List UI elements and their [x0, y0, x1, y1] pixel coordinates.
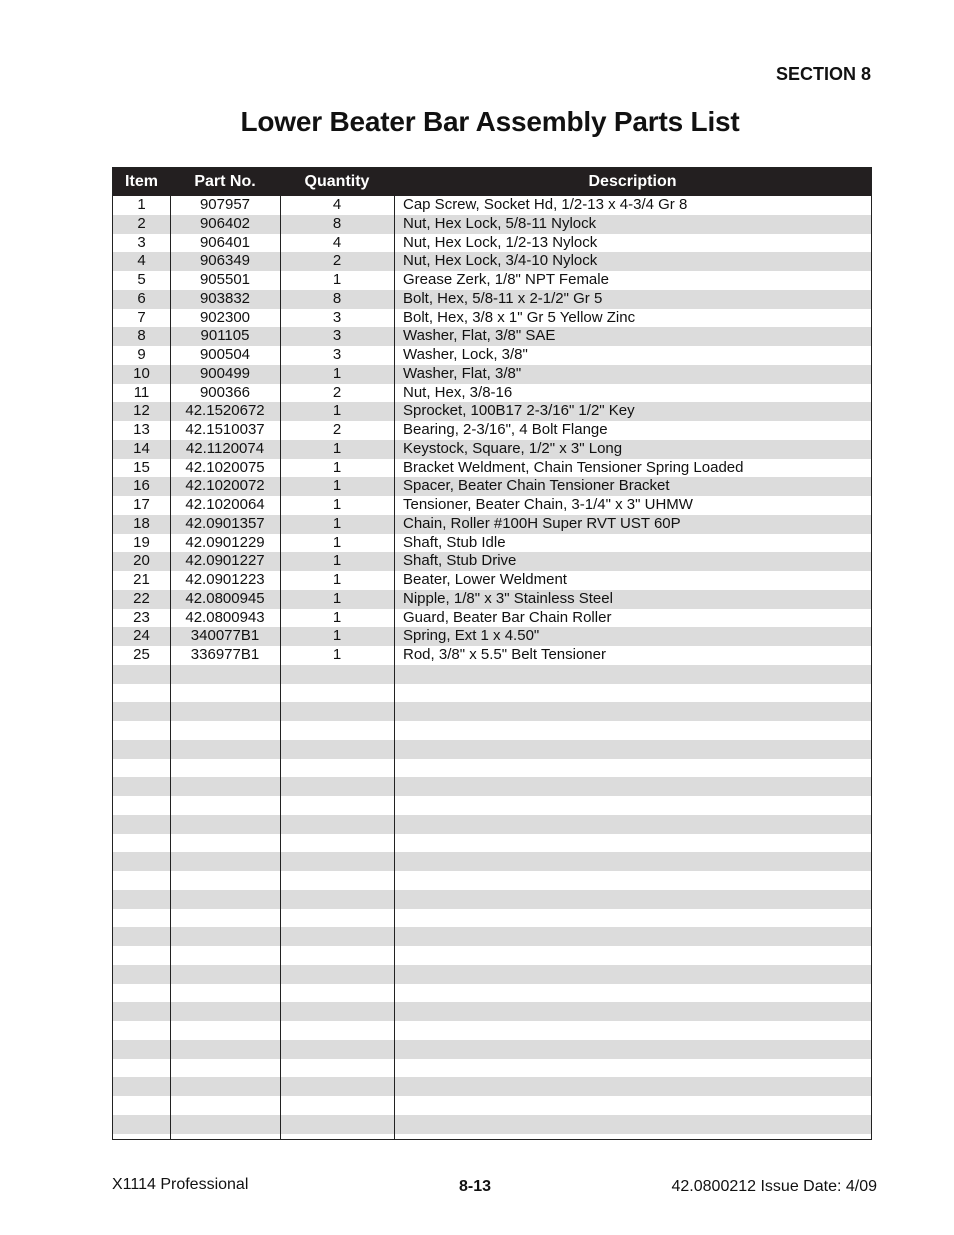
cell-quantity [280, 1059, 394, 1078]
cell-quantity [280, 702, 394, 721]
table-row [113, 252, 871, 271]
cell-description [394, 909, 871, 928]
cell-part-no: 906402 [199, 214, 251, 232]
cell-description: Nut, Hex Lock, 1/2-13 Nylock [403, 233, 598, 251]
cell-part-no [170, 965, 280, 984]
cell-description: Shaft, Stub Drive [403, 552, 517, 570]
cell-quantity [280, 852, 394, 871]
cell-part-no: 42.1120074 [185, 439, 265, 457]
cell-description [394, 1115, 871, 1134]
cell-description: Nut, Hex, 3/8-16 [403, 383, 513, 401]
table-row [113, 890, 871, 909]
cell-part-no: 42.0901223 [185, 571, 265, 588]
cell-item [113, 1059, 170, 1078]
cell-item [113, 815, 170, 834]
table-row [113, 440, 871, 459]
cell-quantity: 1 [332, 477, 342, 495]
table-row [113, 534, 871, 553]
cell-description: Beater, Lower Weldment [403, 571, 567, 588]
cell-part-no [170, 796, 280, 815]
cell-part-no [170, 909, 280, 928]
cell-quantity [280, 815, 394, 834]
cell-description: Bolt, Hex, 5/8-11 x 2-1/2" Gr 5 [403, 289, 603, 307]
table-row [113, 815, 871, 834]
cell-part-no [170, 984, 280, 1003]
table-row [113, 477, 871, 496]
cell-description: Washer, Lock, 3/8" [403, 346, 528, 363]
cell-quantity: 1 [332, 458, 342, 476]
cell-item: 3 [137, 233, 146, 251]
cell-item: 17 [133, 496, 150, 513]
cell-quantity: 1 [332, 646, 342, 663]
cell-part-no [170, 1002, 280, 1021]
cell-description [394, 740, 871, 759]
cell-quantity: 1 [332, 627, 342, 645]
cell-item: 15 [133, 458, 150, 476]
cell-description [394, 1002, 871, 1021]
column-header-part-no: Part No. [194, 173, 256, 190]
cell-quantity [280, 740, 394, 759]
cell-description: Shaft, Stub Idle [403, 533, 506, 551]
cell-part-no: 900504 [199, 346, 251, 363]
cell-description: Bracket Weldment, Chain Tensioner Spring Loaded [403, 458, 744, 476]
cell-part-no [170, 740, 280, 759]
cell-part-no [170, 1077, 280, 1096]
cell-quantity [280, 927, 394, 946]
cell-item [113, 890, 170, 909]
cell-description [394, 1077, 871, 1096]
cell-description [394, 665, 871, 684]
cell-quantity: 1 [332, 552, 342, 570]
cell-description: Cap Screw, Socket Hd, 1/2-13 x 4-3/4 Gr 8 [403, 196, 688, 213]
cell-description [394, 852, 871, 871]
cell-quantity: 1 [332, 571, 342, 588]
cell-description: Spring, Ext 1 x 4.50" [403, 627, 540, 645]
cell-item [113, 740, 170, 759]
cell-description: Keystock, Square, 1/2" x 3" Long [403, 439, 623, 457]
cell-item: 7 [137, 308, 146, 326]
cell-item [113, 871, 170, 890]
table-row [113, 777, 871, 796]
table-row [113, 402, 871, 421]
cell-description [394, 721, 871, 740]
cell-quantity [280, 777, 394, 796]
cell-description [394, 1021, 871, 1040]
cell-quantity: 1 [332, 514, 342, 532]
cell-description: Nut, Hex Lock, 5/8-11 Nylock [403, 214, 597, 232]
cell-item [113, 852, 170, 871]
cell-item: 6 [137, 289, 146, 307]
cell-item [113, 702, 170, 721]
cell-part-no: 901105 [200, 327, 250, 345]
cell-item [113, 721, 170, 740]
cell-part-no: 42.1020064 [185, 496, 265, 513]
cell-item [113, 759, 170, 778]
table-row [113, 984, 871, 1003]
cell-quantity [280, 1021, 394, 1040]
cell-item [113, 1040, 170, 1059]
cell-part-no [170, 777, 280, 796]
cell-quantity [280, 984, 394, 1003]
table-row [113, 515, 871, 534]
cell-description [394, 815, 871, 834]
cell-quantity: 1 [332, 608, 342, 626]
table-row [113, 365, 871, 384]
cell-part-no: 906349 [199, 252, 251, 270]
table-row [113, 665, 871, 684]
cell-item: 19 [133, 533, 150, 551]
cell-item: 18 [133, 514, 150, 532]
table-row [113, 721, 871, 740]
cell-quantity: 3 [332, 327, 342, 345]
cell-part-no: 42.0901227 [185, 552, 265, 570]
cell-item: 11 [133, 383, 150, 401]
cell-description: Bearing, 2-3/16", 4 Bolt Flange [403, 421, 608, 438]
cell-item: 20 [133, 552, 150, 570]
cell-part-no: 902300 [199, 308, 251, 326]
cell-description [394, 890, 871, 909]
table-row [113, 571, 871, 590]
table-row [113, 346, 871, 365]
cell-description: Chain, Roller #100H Super RVT UST 60P [403, 514, 681, 532]
table-row [113, 327, 871, 346]
cell-quantity: 3 [332, 346, 342, 363]
cell-quantity [280, 890, 394, 909]
cell-item: 4 [137, 252, 146, 270]
cell-item: 13 [133, 421, 150, 438]
table-header [113, 168, 871, 196]
table-row [113, 909, 871, 928]
cell-description [394, 684, 871, 703]
cell-description: Grease Zerk, 1/8" NPT Female [403, 271, 609, 288]
column-divider [280, 196, 281, 1139]
table-row [113, 759, 871, 778]
cell-description: Nipple, 1/8" x 3" Stainless Steel [403, 589, 613, 607]
column-divider [394, 196, 395, 1139]
page-title: Lower Beater Bar Assembly Parts List [240, 106, 740, 137]
table-row [113, 590, 871, 609]
cell-part-no [170, 871, 280, 890]
cell-quantity [280, 946, 394, 965]
cell-part-no: 42.1020072 [185, 477, 265, 495]
cell-item: 1 [137, 196, 146, 213]
cell-quantity: 3 [332, 308, 342, 326]
cell-item [113, 984, 170, 1003]
cell-quantity [280, 909, 394, 928]
cell-part-no: 42.1520672 [185, 402, 265, 420]
cell-quantity: 8 [332, 289, 342, 307]
table-row [113, 196, 871, 215]
cell-quantity [280, 796, 394, 815]
cell-part-no [170, 927, 280, 946]
cell-part-no [170, 684, 280, 703]
column-header-description: Description [588, 173, 677, 190]
cell-quantity: 4 [332, 196, 342, 213]
cell-part-no: 42.0901357 [185, 514, 265, 532]
cell-part-no: 42.1510037 [185, 421, 265, 438]
cell-quantity: 1 [332, 364, 342, 382]
column-header-item: Item [125, 173, 158, 190]
cell-part-no: 903832 [199, 289, 251, 307]
cell-part-no [170, 1021, 280, 1040]
cell-quantity [280, 759, 394, 778]
cell-item [113, 946, 170, 965]
parts-table [112, 167, 872, 1140]
cell-quantity [280, 1002, 394, 1021]
table-row [113, 740, 871, 759]
cell-item [113, 684, 170, 703]
cell-item: 8 [137, 327, 146, 345]
cell-item [113, 834, 170, 853]
cell-quantity: 1 [332, 271, 342, 288]
cell-quantity: 2 [332, 421, 342, 438]
cell-item: 5 [137, 271, 146, 288]
cell-part-no: 42.1020075 [185, 458, 265, 476]
cell-quantity [280, 1077, 394, 1096]
cell-quantity: 2 [332, 252, 342, 270]
cell-quantity [280, 965, 394, 984]
cell-description [394, 946, 871, 965]
cell-item: 9 [137, 346, 146, 363]
cell-item: 2 [137, 214, 146, 232]
cell-item [113, 909, 170, 928]
table-row [113, 627, 871, 646]
cell-quantity [280, 684, 394, 703]
table-row [113, 384, 871, 403]
table-row [113, 1096, 871, 1115]
cell-item [113, 927, 170, 946]
table-row [113, 309, 871, 328]
cell-item: 16 [133, 477, 150, 495]
cell-part-no [170, 815, 280, 834]
table-row [113, 1115, 871, 1134]
footer-page-number: 8-13 [459, 1178, 492, 1195]
cell-part-no [170, 702, 280, 721]
cell-part-no: 907957 [199, 196, 251, 213]
cell-description: Nut, Hex Lock, 3/4-10 Nylock [403, 252, 598, 270]
table-row [113, 684, 871, 703]
cell-item: 12 [133, 402, 150, 420]
cell-description [394, 759, 871, 778]
cell-quantity: 1 [332, 496, 342, 513]
table-row [113, 646, 871, 665]
table-row [113, 946, 871, 965]
cell-description: Guard, Beater Bar Chain Roller [403, 608, 612, 626]
table-row [113, 496, 871, 515]
table-row [113, 271, 871, 290]
cell-part-no: 42.0901229 [185, 533, 265, 551]
cell-part-no: 906401 [199, 233, 251, 251]
table-body [113, 196, 871, 1134]
cell-quantity [280, 665, 394, 684]
cell-description [394, 702, 871, 721]
cell-item [113, 796, 170, 815]
cell-quantity [280, 1040, 394, 1059]
table-row [113, 609, 871, 628]
cell-item: 22 [133, 589, 150, 607]
cell-item [113, 1077, 170, 1096]
cell-part-no: 900499 [199, 364, 251, 382]
table-row [113, 965, 871, 984]
column-header-quantity: Quantity [304, 173, 370, 190]
cell-part-no: 42.0800943 [185, 608, 265, 626]
cell-part-no [170, 852, 280, 871]
cell-quantity: 8 [332, 214, 342, 232]
table-row [113, 459, 871, 478]
cell-quantity [280, 1115, 394, 1134]
table-row [113, 1021, 871, 1040]
cell-item [113, 777, 170, 796]
cell-part-no [170, 1040, 280, 1059]
cell-part-no [170, 834, 280, 853]
cell-part-no: 336977B1 [190, 646, 260, 663]
table-row [113, 1059, 871, 1078]
cell-description [394, 1096, 871, 1115]
cell-quantity [280, 871, 394, 890]
cell-description [394, 796, 871, 815]
cell-item [113, 1021, 170, 1040]
cell-item [113, 1002, 170, 1021]
cell-description: Bolt, Hex, 3/8 x 1" Gr 5 Yellow Zinc [403, 308, 636, 326]
cell-description [394, 834, 871, 853]
table-row [113, 871, 871, 890]
cell-description: Spacer, Beater Chain Tensioner Bracket [403, 477, 670, 495]
cell-quantity [280, 721, 394, 740]
cell-part-no: 42.0800945 [185, 589, 265, 607]
cell-item: 24 [133, 627, 150, 645]
cell-quantity [280, 834, 394, 853]
table-row [113, 215, 871, 234]
cell-part-no [170, 1115, 280, 1134]
cell-item: 10 [133, 364, 150, 382]
cell-quantity [280, 1096, 394, 1115]
table-row [113, 1002, 871, 1021]
cell-item [113, 1096, 170, 1115]
cell-part-no [170, 721, 280, 740]
cell-description: Washer, Flat, 3/8" SAE [403, 327, 556, 345]
cell-description [394, 777, 871, 796]
footer-doc-number: 42.0800212 Issue Date: 4/09 [671, 1178, 877, 1195]
cell-quantity: 1 [332, 402, 342, 420]
cell-item [113, 965, 170, 984]
table-row [113, 552, 871, 571]
cell-description [394, 927, 871, 946]
section-label: SECTION 8 [775, 64, 871, 84]
cell-part-no [170, 665, 280, 684]
cell-description: Tensioner, Beater Chain, 3-1/4" x 3" UHMW [403, 496, 693, 513]
cell-part-no [170, 890, 280, 909]
cell-part-no [170, 1059, 280, 1078]
cell-item [113, 1115, 170, 1134]
cell-quantity: 4 [332, 233, 342, 251]
cell-description: Sprocket, 100B17 2-3/16" 1/2" Key [403, 402, 635, 420]
table-row [113, 421, 871, 440]
cell-part-no [170, 759, 280, 778]
table-row [113, 852, 871, 871]
cell-item: 25 [133, 646, 150, 663]
cell-part-no: 900366 [199, 383, 251, 401]
cell-quantity: 1 [332, 439, 342, 457]
table-row [113, 290, 871, 309]
cell-part-no [170, 1096, 280, 1115]
table-row [113, 1040, 871, 1059]
table-row [113, 796, 871, 815]
cell-description [394, 1040, 871, 1059]
footer-model: X1114 Professional [112, 1176, 249, 1193]
table-row [113, 927, 871, 946]
table-row [113, 1077, 871, 1096]
cell-part-no: 340077B1 [190, 627, 260, 645]
cell-quantity: 1 [332, 589, 342, 607]
column-divider [170, 196, 171, 1139]
cell-description [394, 1059, 871, 1078]
table-row [113, 702, 871, 721]
table-row [113, 834, 871, 853]
cell-part-no [170, 946, 280, 965]
cell-quantity: 2 [332, 383, 342, 401]
cell-description: Rod, 3/8" x 5.5" Belt Tensioner [403, 646, 606, 663]
cell-item [113, 665, 170, 684]
cell-item: 23 [133, 608, 150, 626]
cell-quantity: 1 [332, 533, 342, 551]
cell-item: 14 [133, 439, 150, 457]
cell-part-no: 905501 [199, 271, 251, 288]
cell-item: 21 [133, 571, 150, 588]
cell-description [394, 984, 871, 1003]
cell-description: Washer, Flat, 3/8" [403, 364, 522, 382]
cell-description [394, 871, 871, 890]
cell-description [394, 965, 871, 984]
table-row [113, 234, 871, 253]
